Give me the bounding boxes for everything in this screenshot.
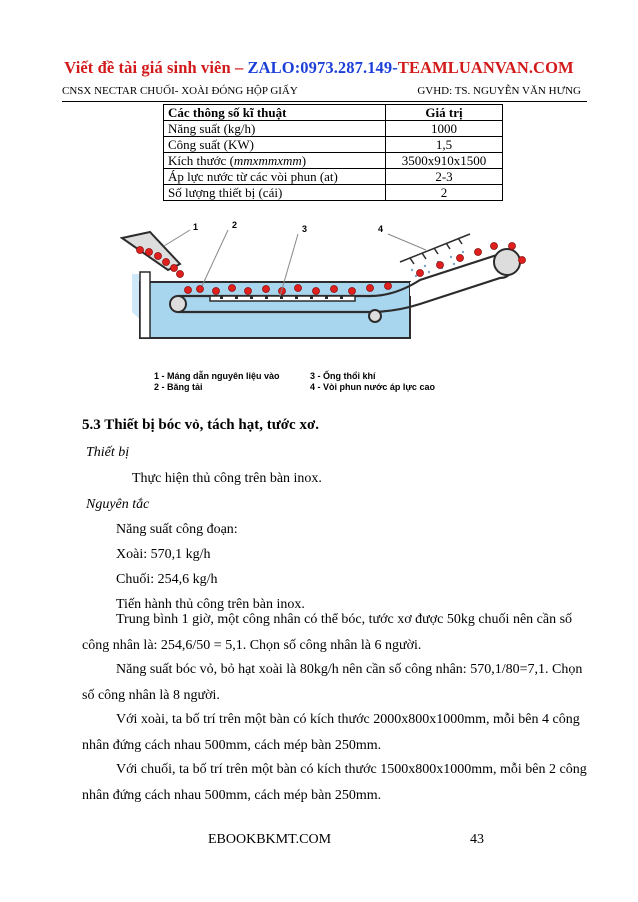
header-text-1: Viết đề tài giá sinh viên – <box>64 58 248 77</box>
para-4-line-1: Với chuối, ta bố trí trên một bàn có kích thước 1500x800x1000mm, mỗi bên 2 công <box>116 762 587 777</box>
table-cell-label: Năng suất (kg/h) <box>164 121 386 137</box>
table-header-row <box>164 105 503 121</box>
para-1-line-1: Trung bình 1 giờ, một công nhân có thể bóc, tước xơ được 50kg chuối nên cần số <box>116 612 573 627</box>
manual-line: Tiến hành thủ công trên bàn inox. <box>116 597 305 612</box>
table-cell-value: 2-3 <box>386 169 503 185</box>
principle-label: Nguyên tắc <box>86 497 150 512</box>
table-row <box>164 185 503 201</box>
table-row <box>164 169 503 185</box>
table-cell-value: 3500x910x1500 <box>386 153 503 169</box>
table-header-param: Các thông số kĩ thuật <box>164 105 386 121</box>
banana-rate: Chuối: 254,6 kg/h <box>116 572 218 587</box>
callout-1: 1 <box>193 222 199 232</box>
para-3-line-1: Với xoài, ta bố trí trên một bàn có kích thước 2000x800x1000mm, mỗi bên 4 công <box>116 712 580 727</box>
table-row <box>164 137 503 153</box>
table-cell-value: 2 <box>386 185 503 201</box>
footer-site: EBOOKBKMT.COM <box>208 832 332 847</box>
washing-machine-diagram <box>120 212 530 402</box>
capacity-line: Năng suất công đoạn: <box>116 522 238 537</box>
table-cell-label: Công suất (KW) <box>164 137 386 153</box>
device-text: Thực hiện thủ công trên bàn inox. <box>132 471 322 486</box>
para-3-line-2: nhân đứng cách nhau 500mm, cách mép bàn 250mm. <box>82 738 382 753</box>
table-cell-label: Áp lực nước từ các vòi phun (at) <box>164 169 386 185</box>
diagram-legend <box>154 370 435 392</box>
device-label: Thiết bị <box>86 445 130 460</box>
legend-item-3: 3 - Ống thổi khí <box>310 371 376 381</box>
running-header-advisor: GVHD: TS. NGUYỄN VĂN HƯNG <box>417 85 581 97</box>
para-1-line-2: công nhân là: 254,6/50 = 5,1. Chọn số công nhân là 6 người. <box>82 638 422 653</box>
table-cell-label: Số lượng thiết bị (cái) <box>164 185 386 201</box>
tank-left-wall <box>140 272 150 338</box>
label-part: Kích thước ( <box>168 153 234 168</box>
table-cell-value: 1,5 <box>386 137 503 153</box>
legend-item-4: 4 - Vòi phun nước áp lực cao <box>310 382 435 392</box>
callout-3: 3 <box>302 224 308 234</box>
header-zalo: ZALO:0973.287.149- <box>247 58 398 77</box>
legend-item-2: 2 - Băng tải <box>154 382 203 392</box>
table-cell-label <box>164 153 386 169</box>
table-header-value: Giá trị <box>386 105 503 121</box>
spec-table <box>163 104 503 201</box>
para-2-line-2: số công nhân là 8 người. <box>82 688 220 703</box>
table-cell-value: 1000 <box>386 121 503 137</box>
label-part: ) <box>301 153 307 168</box>
belt-roller-bottom <box>369 310 381 322</box>
mango-rate: Xoài: 570,1 kg/h <box>116 547 211 562</box>
belt-roller-right <box>494 249 520 275</box>
label-unit: mmxmmxmm <box>233 153 302 168</box>
section-heading: 5.3 Thiết bị bóc vỏ, tách hạt, tước xơ. <box>82 417 320 433</box>
belt-roller-left <box>170 296 186 312</box>
running-header-title: CNSX NECTAR CHUỐI- XOÀI ĐÓNG HỘP GIẤY <box>62 85 298 97</box>
diagram-numbers <box>193 220 383 234</box>
legend-item-1: 1 - Máng dẫn nguyên liệu vào <box>154 371 280 381</box>
page-header-banner <box>0 58 638 78</box>
para-4-line-2: nhân đứng cách nhau 500mm, cách mép bàn 250mm. <box>82 788 382 803</box>
page-number: 43 <box>470 832 484 847</box>
header-site: TEAMLUANVAN.COM <box>397 58 574 77</box>
para-2-line-1: Năng suất bóc vỏ, bỏ hạt xoài là 80kg/h nên cần số công nhân: 570,1/80=7,1. Chọn <box>116 662 583 677</box>
running-header <box>62 85 587 102</box>
callout-2: 2 <box>232 220 238 230</box>
table-row <box>164 121 503 137</box>
table-row <box>164 153 503 169</box>
callout-4: 4 <box>378 224 384 234</box>
